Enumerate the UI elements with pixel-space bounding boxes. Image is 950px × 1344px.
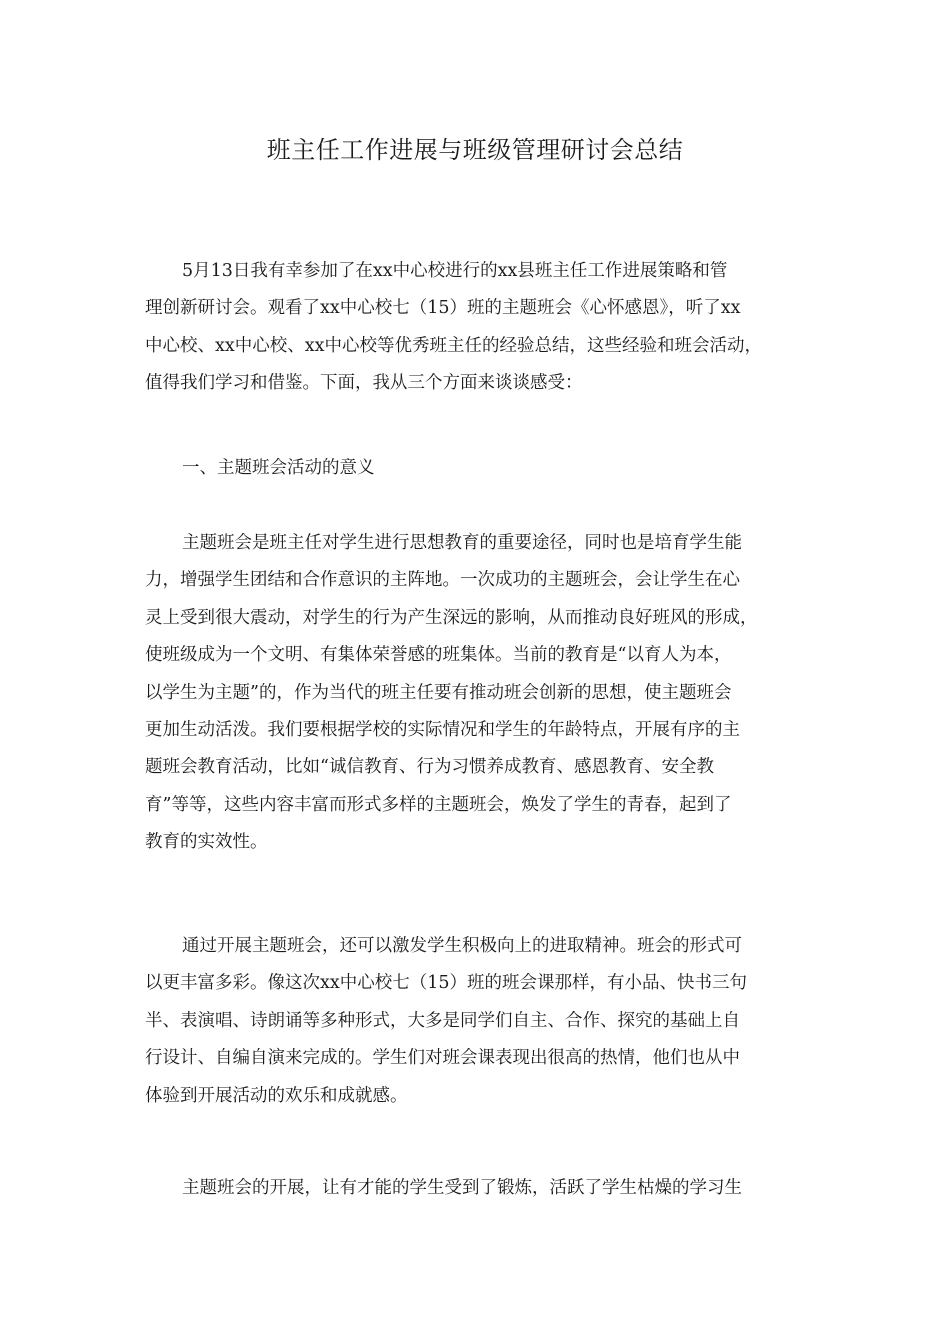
paragraph-line: 力，增强学生团结和合作意识的主阵地。一次成功的主题班会，会让学生在心	[145, 570, 740, 591]
document-title: 班主任工作进展与班级管理研讨会总结	[266, 136, 684, 164]
paragraph-line: 半、表演唱、诗朗诵等多种形式，大多是同学们自主、合作、探究的基础上自	[145, 1010, 740, 1031]
paragraph-line: 体验到开展活动的欢乐和成就感。	[145, 1085, 408, 1106]
section-heading-text: 一、主题班会活动的意义	[182, 458, 375, 478]
paragraph-line: 中心校、xx中心校、xx中心校等优秀班主任的经验总结，这些经验和班会活动，	[145, 335, 762, 356]
paragraph-line: 使班级成为一个文明、有集体荣誉感的班集体。当前的教育是“以育人为本，	[145, 645, 732, 666]
paragraph-line: 理创新研讨会。观看了xx中心校七（15）班的主题班会《心怀感恩》，听了xx	[145, 298, 741, 319]
paragraph-line: 5月13日我有幸参加了在xx中心校进行的xx县班主任工作进展策略和管	[182, 261, 728, 281]
paragraph-line: 值得我们学习和借鉴。下面，我从三个方面来谈谈感受：	[145, 373, 583, 394]
paragraph-line: 主题班会是班主任对学生进行思想教育的重要途径，同时也是培育学生能	[182, 533, 742, 553]
paragraph-line: 灵上受到很大震动，对学生的行为产生深远的影响，从而推动良好班风的形成，	[145, 607, 758, 628]
paragraph-intro	[145, 253, 805, 403]
section-heading	[145, 450, 805, 487]
paragraph-motivation	[145, 928, 805, 1115]
paragraph-line: 更加生动活泼。我们要根据学校的实际情况和学生的年龄特点，开展有序的主	[145, 720, 740, 741]
paragraph-theme-meeting-significance	[145, 525, 805, 862]
paragraph-line: 教育的实效性。	[145, 832, 268, 853]
paragraph-line: 育”等等，这些内容丰富而形式多样的主题班会，焕发了学生的青春，起到了	[145, 794, 732, 815]
paragraph-training	[145, 1170, 805, 1207]
paragraph-line: 行设计、自编自演来完成的。学生们对班会课表现出很高的热情，他们也从中	[145, 1048, 740, 1069]
paragraph-line: 主题班会的开展，让有才能的学生受到了锻炼，活跃了学生枯燥的学习生	[182, 1178, 742, 1198]
paragraph-line: 题班会教育活动，比如“诚信教育、行为习惯养成教育、感恩教育、安全教	[145, 757, 714, 778]
paragraph-line: 以学生为主题”的，作为当代的班主任要有推动班会创新的思想，使主题班会	[145, 682, 732, 703]
paragraph-line: 以更丰富多彩。像这次xx中心校七（15）班的班会课那样，有小品、快书三句	[145, 973, 748, 994]
paragraph-line: 通过开展主题班会，还可以激发学生积极向上的进取精神。班会的形式可	[182, 936, 742, 956]
